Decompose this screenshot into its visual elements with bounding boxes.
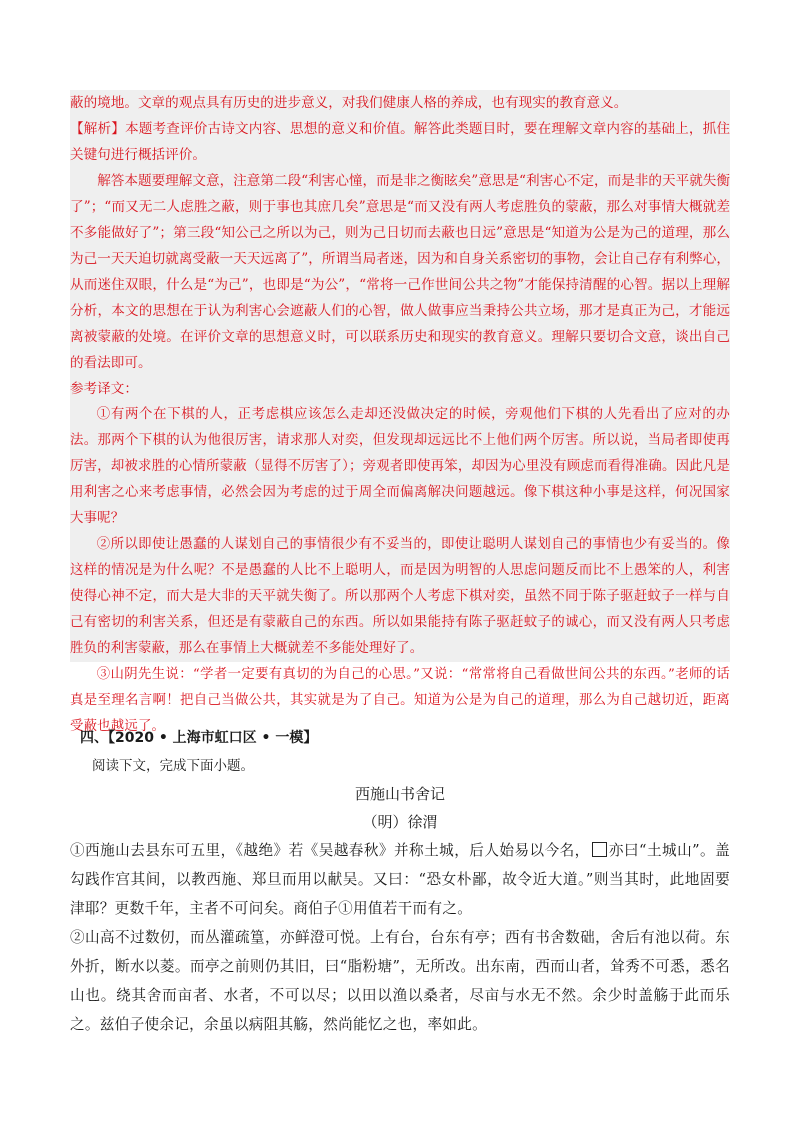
essay-paragraph-1 (70, 836, 730, 923)
answer-analysis-block (70, 90, 730, 740)
conclusion-line: 蔽的境地。文章的观点具有历史的进步意义，对我们健康人格的养成，也有现实的教育意义。 (70, 90, 730, 116)
explanation-paragraph: 解答本题要理解文意，注意第二段“利害心憧，而是非之衡眩矣”意思是“利害心不定，而是非的天平就失衡了”；“而又无二人虑胜之蔽，则于事也其庶几矣”意思是“而又没有两人考虑胜负的蒙蔽，那么对事情大概就差不多能做好了”；第三段“知公己之所以为己，则为己日切而去蔽也日远”意思是“知道为公是为己的道理，那么为己一天天迫切就离受蔽一天天远离了”，所谓当局者迷，因为和自身关系密切的事物，会让自己存有利弊心，从而迷住双眼，什么是“为己”，也即是“为公”，“常将一己作世间公共之物”才能保持清醒的心智。据以上理解分析，本文的思想在于认为利害心会遮蔽人们的心智，做人做事应当秉持公共立场，那才是真正为己，才能远离被蒙蔽的处境。在评价文章的思想意义时，可以联系历史和现实的教育意义。理解只要切合文意，谈出自己的看法即可。 (70, 168, 730, 376)
blank-box-icon (592, 842, 607, 857)
instruction-text: 阅读下文，完成下面小题。 (92, 758, 254, 774)
paragraph-1-part-a: ①西施山去县东可五里，《越绝》若《吴越春秋》并称土城，后人始易以今名， (70, 842, 590, 859)
analysis-label: 【解析】 (70, 121, 126, 137)
reference-translation-label: 参考译文： (70, 376, 730, 402)
translation-paragraph-2: ②所以即使让愚蠢的人谋划自己的事情很少有不妥当的，即使让聪明人谋划自己的事情也少有妥当的。像这样的情况是为什么呢？不是愚蠢的人比不上聪明人，而是因为明智的人思虑问题反而比不上愚笨的人，利害使得心神不定，而大是大非的天平就失衡了。所以那两个人考虑下棋对奕，虽然不同于陈子驱赶蚊子一样与自己有密切的利害关系，但还是有蒙蔽自己的东西。所以如果能持有陈子驱赶蚊子的诚心，而又没有两人只考虑胜负的利害蒙蔽，那么在事情上大概就差不多能处理好了。 (70, 532, 730, 662)
essay-title: 西施山书舍记 (354, 785, 445, 803)
section-heading: 四、【2020 • 上海市虹口区 • 一模】 (80, 730, 318, 746)
question-section-4 (70, 724, 730, 1039)
translation-paragraph-1: ①有两个在下棋的人，正考虑棋应该怎么走却还没做决定的时候，旁观他们下棋的人先看出了应对的办法。那两个下棋的认为他很厉害，请求那人对奕，但发现却远远比不上他们两个厉害。所以说，当局者即使再厉害，却被求胜的心情所蒙蔽（显得不厉害了）；旁观者即使再笨，却因为心里没有顾虑而看得准确。因此凡是用利害之心来考虑事情，必然会因为考虑的过于周全而偏离解决问题越远。像下棋这种小事是这样，何况国家大事呢？ (70, 402, 730, 532)
analysis-paragraph (70, 116, 730, 168)
paragraph-1-part-b: 亦曰“土城山”。盖勾践作宫其间，以教西施、郑旦而用以献吴。又曰：“恐女朴鄙，故令近大道。”则当其时，此地固要津耶？更数千年，主者不可问矣。商伯子①用值若干而有之。 (70, 842, 731, 917)
essay-author: （明）徐渭 (362, 813, 438, 831)
essay-paragraph-2: ②山高不过数仞，而丛灌疏篁，亦鲜澄可悦。上有台，台东有亭；西有书舍数础，舍后有池以荷。东外折，断水以菱。而亭之前则仍其旧，曰“脂粉塘”，无所改。出东南，西而山者，耸秀不可悉，悉名山也。绕其舍而亩者、水者，不可以尽；以田以渔以桑者，尽亩与水无不然。余少时盖觞于此而乐之。兹伯子使余记，余虽以病阻其觞，然尚能忆之也，率如此。 (70, 929, 730, 1033)
translation-paragraph-3: ③山阴先生说：“学者一定要有真切的为自己的心思。”又说：“常常将自己看做世间公共的东西。”老师的话真是至理名言啊！把自己当做公共，其实就是为了自己。知道为公是为自己的道理，那么为自己越切近，距离受蔽也越远了。 (70, 667, 730, 734)
analysis-text: 本题考查评价古诗文内容、思想的意义和价值。解答此类题目时，要在理解文章内容的基础上，抓住关键句进行概括评价。 (70, 121, 730, 163)
